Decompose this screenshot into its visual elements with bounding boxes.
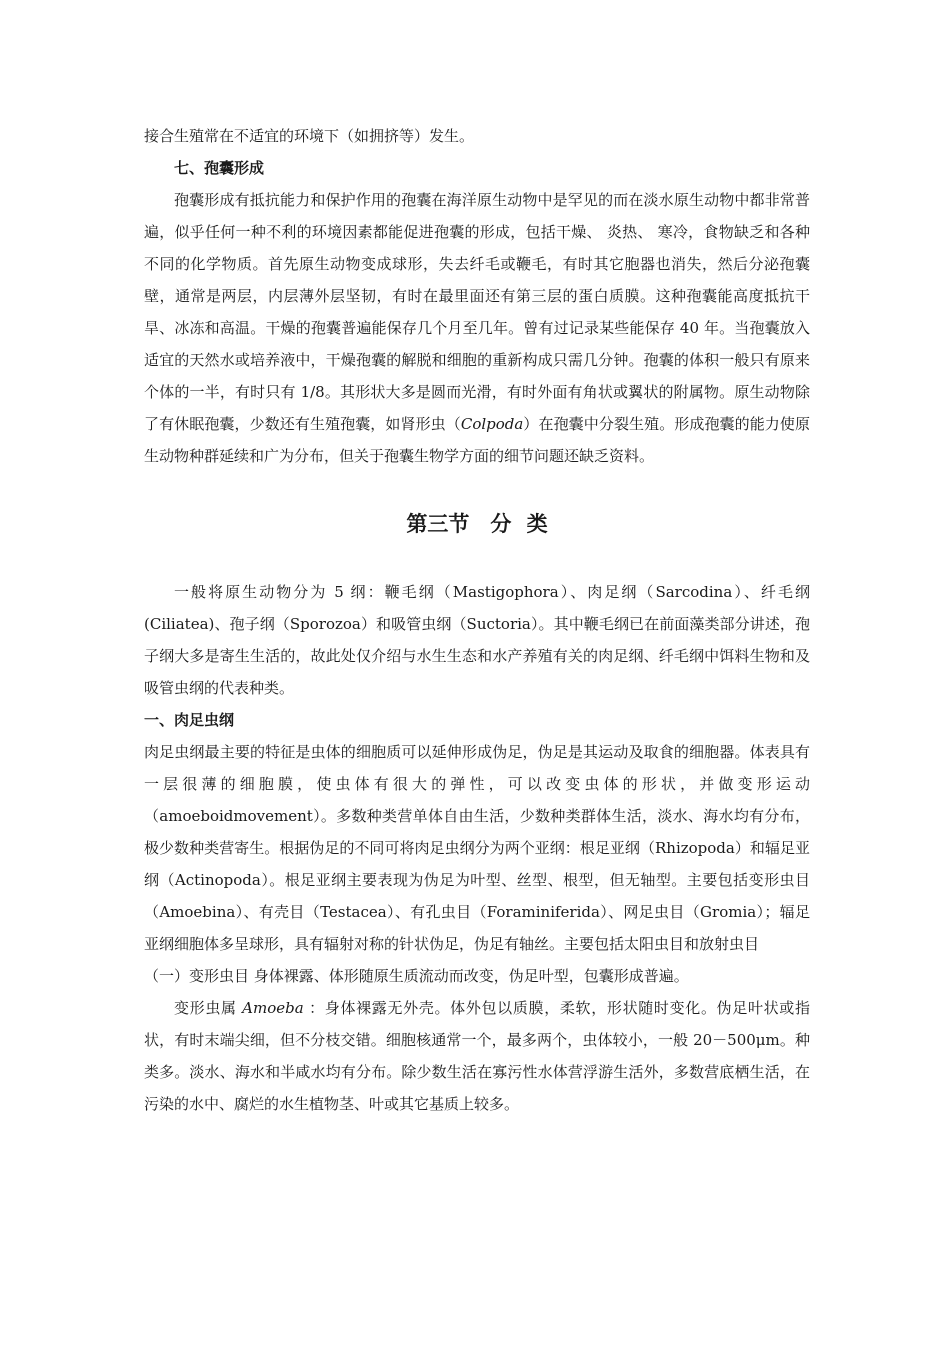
genus-colpoda: Colpoda xyxy=(460,415,524,433)
paragraph-amoeba-text-a: 变形虫属 xyxy=(174,999,243,1017)
paragraph-conjugation-note: 接合生殖常在不适宜的环境下（如拥挤等）发生。 xyxy=(144,127,475,145)
paragraph-cyst-text-b: ）在孢囊中分裂生殖。形成孢囊的能力使原生动物种群延续和广为分布，但关于孢囊生物学方面的细节问题还缺乏资料。 xyxy=(144,415,810,465)
paragraph-amoebina: （一）变形虫目 身体裸露、体形随原生质流动而改变，伪足叶型，包囊形成普遍。 xyxy=(144,967,689,985)
section-title: 第三节 分 类 xyxy=(406,512,548,536)
paragraph-classification: 一般将原生动物分为 5 纲：鞭毛纲（Mastigophora）、肉足纲（Sarcodina）、纤毛纲(Ciliatea)、孢子纲（Sporozoa）和吸管虫纲（Suctoria）。其中鞭毛纲已在前面藻类部分讲述，孢子纲大多是寄生生活的，故此处仅介绍与水生生态和水产养殖有关的肉足纲、纤毛纲中饵料生物和及吸管虫纲的代表种类。 xyxy=(144,583,810,697)
subheading-sarcodina: 一、肉足虫纲 xyxy=(144,711,235,729)
paragraph-sarcodina: 肉足虫纲最主要的特征是虫体的细胞质可以延伸形成伪足，伪足是其运动及取食的细胞器。体表具有一层很薄的细胞膜，使虫体有很大的弹性，可以改变虫体的形状，并做变形运动（amoeboidmovement）。多数种类营单体自由生活，少数种类群体生活，淡水、海水均有分布，极少数种类营寄生。根据伪足的不同可将肉足虫纲分为两个亚纲：根足亚纲（Rhizopoda）和辐足亚纲（Actinopoda）。根足亚纲主要表现为伪足为叶型、丝型、根型，但无轴型。主要包括变形虫目（Amoebina）、有壳目（Testacea）、有孔虫目（Foraminiferida）、网足虫目（Gromia）；辐足亚纲细胞体多呈球形，具有辐射对称的针状伪足，伪足有轴丝。主要包括太阳虫目和放射虫目 xyxy=(144,743,810,953)
document-body xyxy=(144,120,810,1120)
genus-amoeba: Amoeba xyxy=(242,999,304,1017)
paragraph-cyst-formation xyxy=(144,184,810,472)
paragraph-amoeba-text-b: ：身体裸露无外壳。体外包以质膜，柔软，形状随时变化。伪足叶状或指状，有时末端尖细，但不分枝交错。细胞核通常一个，最多两个，虫体较小，一般 20－500μm。种类多。淡水、海水和半咸水均有分布。除少数生活在寡污性水体营浮游生活外，多数营底栖生活，在污染的水中、腐烂的水生植物茎、叶或其它基质上较多。 xyxy=(144,999,810,1113)
subheading-cyst-formation: 七、孢囊形成 xyxy=(174,159,265,177)
paragraph-cyst-text-a: 孢囊形成有抵抗能力和保护作用的孢囊在海洋原生动物中是罕见的而在淡水原生动物中都非常普遍，似乎任何一种不利的环境因素都能促进孢囊的形成，包括干燥、 炎热、 寒冷，食物缺乏和各种不同的化学物质。首先原生动物变成球形，失去纤毛或鞭毛，有时其它胞器也消失，然后分泌孢囊壁，通常是两层，内层薄外层坚韧，有时在最里面还有第三层的蛋白质膜。这种孢囊能高度抵抗干旱、冰冻和高温。干燥的孢囊普遍能保存几个月至几年。曾有过记录某些能保存 40 年。当孢囊放入适宜的天然水或培养液中，干燥孢囊的解脱和细胞的重新构成只需几分钟。孢囊的体积一般只有原来个体的一半，有时只有 1/8。其形状大多是圆而光滑，有时外面有角状或翼状的附属物。原生动物除了有休眠孢囊，少数还有生殖孢囊，如肾形虫（ xyxy=(144,191,810,433)
paragraph-amoeba xyxy=(144,992,810,1120)
